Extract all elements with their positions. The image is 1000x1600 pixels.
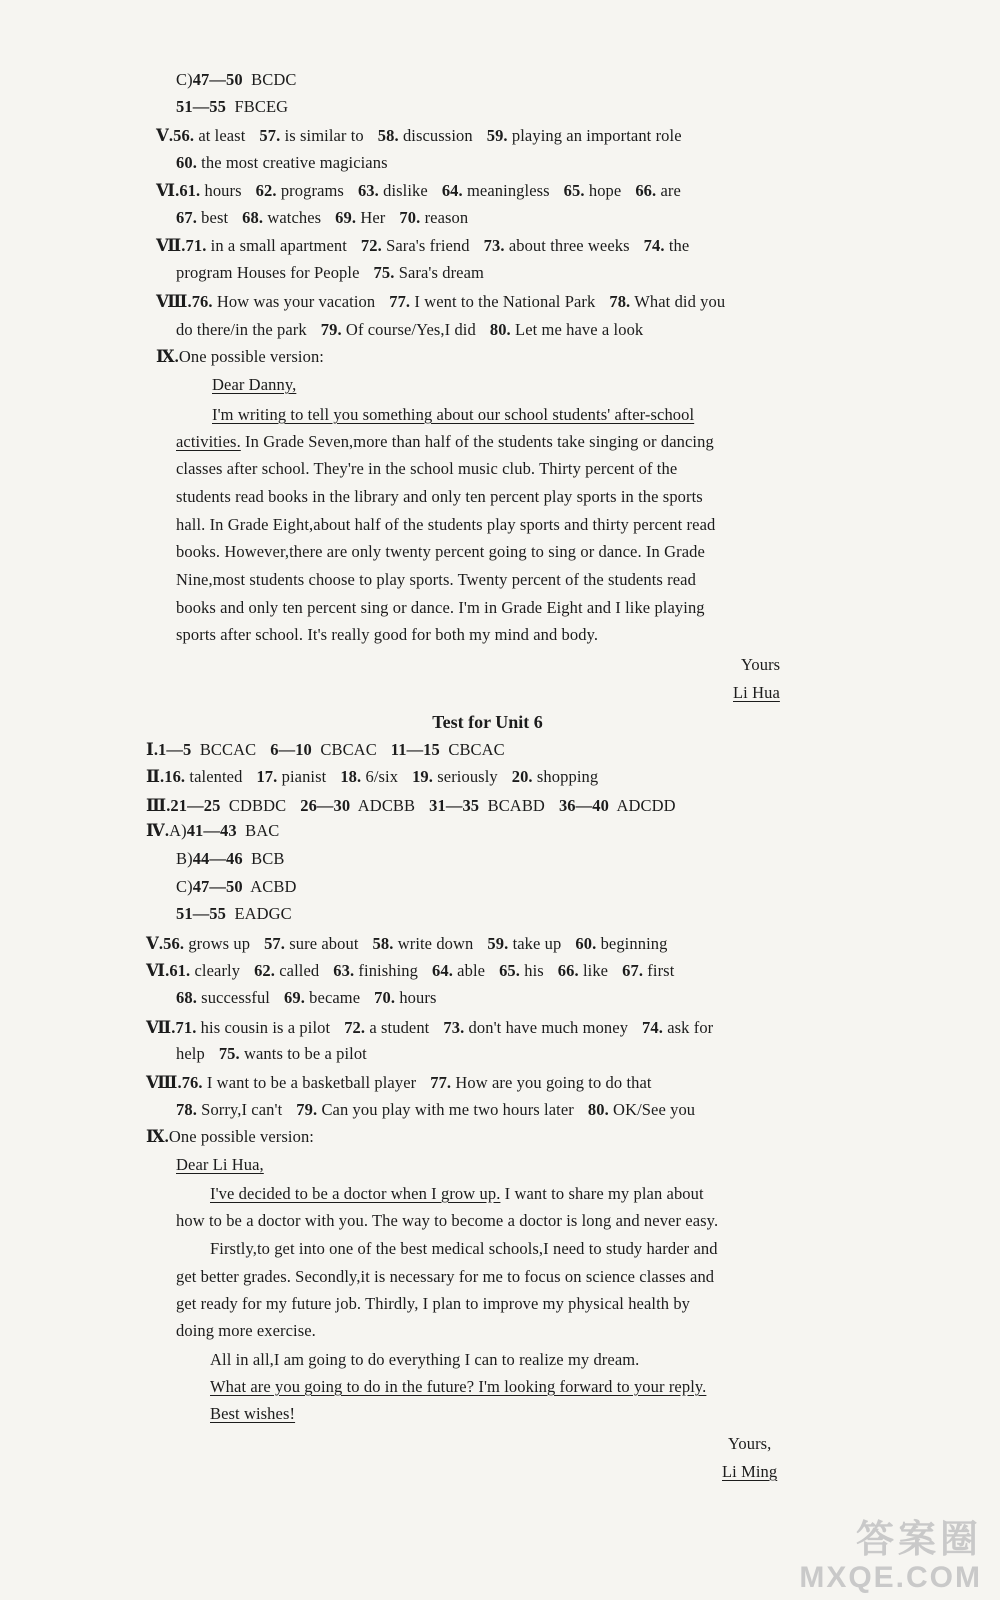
- answer-text: about three weeks: [508, 236, 630, 255]
- answer-text: CDBDC: [228, 796, 287, 815]
- letter-signature: Li Hua: [733, 683, 780, 702]
- answer-text: Sara's dream: [398, 263, 484, 282]
- item-number: 69.: [284, 988, 305, 1007]
- u6-letter-p2-line-4: doing more exercise.: [176, 1321, 316, 1340]
- section-vi-line-1: [156, 181, 681, 201]
- item-number: 19.: [412, 767, 434, 786]
- answer-text: watches: [267, 208, 322, 227]
- section-numeral: Ⅳ.: [146, 821, 170, 840]
- answer-text: Let me have a look: [515, 320, 644, 339]
- section-title: Test for Unit 6: [432, 712, 543, 732]
- answer-text: help: [176, 1044, 205, 1063]
- u6-letter-p2-line-2: get better grades. Secondly,it is necessary for me to focus on science classes and: [176, 1267, 715, 1286]
- letter-line-9: sports after school. It's really good for both my mind and body.: [176, 625, 599, 644]
- answer-text: ADCBB: [357, 796, 416, 815]
- u6-letter-p3: All in all,I am going to do everything I can to realize my dream.: [210, 1350, 640, 1369]
- item-number: 75.: [218, 1044, 240, 1063]
- item-number: 71.: [175, 1018, 197, 1037]
- item-number: 18.: [340, 767, 362, 786]
- answer-text: One possible version:: [178, 347, 324, 366]
- item-number: 51—55: [176, 97, 226, 116]
- letter-line-7: Nine,most students choose to play sports. Twenty percent of the students read: [176, 570, 696, 589]
- item-number: 36—40: [558, 796, 609, 815]
- u6-section-iv-c: [176, 877, 297, 897]
- section-numeral: Ⅷ.: [156, 292, 192, 311]
- u6-section-ix-intro: [146, 1127, 314, 1147]
- section-numeral: Ⅵ.: [156, 181, 180, 200]
- item-number: 65.: [499, 961, 520, 980]
- answer-text: the most creative magicians: [201, 153, 388, 172]
- item-number: 56.: [163, 934, 185, 953]
- letter-line-1: I'm writing to tell you something about our school students' after-school: [212, 405, 695, 424]
- section-numeral: Ⅷ.: [146, 1073, 182, 1092]
- letter-line-8: books and only ten percent sing or dance. I'm in Grade Eight and I like playing: [176, 598, 705, 617]
- item-number: 21—25: [170, 796, 221, 815]
- item-number: 73.: [443, 1018, 465, 1037]
- item-number: 63.: [357, 181, 379, 200]
- item-number: 79.: [296, 1100, 318, 1119]
- letter-line-2: [176, 432, 714, 452]
- answer-text: I went to the National Park: [414, 292, 596, 311]
- item-number: 60.: [575, 934, 597, 953]
- answer-text: able: [457, 961, 486, 980]
- item-number: 11—15: [390, 740, 440, 759]
- answer-text: pianist: [281, 767, 327, 786]
- section-numeral: Ⅴ.: [156, 126, 174, 145]
- answer-text: sure about: [289, 934, 359, 953]
- answer-text: I've decided to be a doctor when I grow up.: [210, 1184, 501, 1203]
- u6-letter-p2-line-1: Firstly,to get into one of the best medical schools,I need to study harder and: [210, 1239, 718, 1258]
- answer-text: How are you going to do that: [455, 1073, 652, 1092]
- section-viii-line-1: [156, 292, 725, 312]
- item-number: 70.: [374, 988, 396, 1007]
- section-vii-line-2: [176, 263, 484, 283]
- item-number: 77.: [389, 292, 411, 311]
- item-number: 58.: [372, 934, 394, 953]
- answer-text: ACBD: [250, 877, 297, 896]
- section-numeral: Ⅵ.: [146, 961, 170, 980]
- answer-text: became: [309, 988, 361, 1007]
- answer-text: dislike: [383, 181, 428, 200]
- item-number: 66.: [635, 181, 657, 200]
- item-number: 62.: [254, 961, 276, 980]
- item-number: 26—30: [300, 796, 351, 815]
- answer-text: meaningless: [467, 181, 550, 200]
- answer-text: Of course/Yes,I did: [345, 320, 476, 339]
- item-number: 47—50: [192, 877, 243, 896]
- section-numeral: Ⅲ.: [146, 796, 171, 815]
- watermark-logo: [799, 1518, 982, 1594]
- answer-text: take up: [512, 934, 562, 953]
- section-numeral: Ⅸ.: [156, 347, 179, 366]
- item-number: 1—5: [158, 740, 192, 759]
- item-number: 41—43: [186, 821, 237, 840]
- item-number: 67.: [176, 208, 197, 227]
- item-number: 57.: [264, 934, 286, 953]
- item-number: 76.: [191, 292, 213, 311]
- answer-text: B): [176, 849, 193, 868]
- section-vii-line-1: [156, 236, 689, 256]
- item-number: 64.: [441, 181, 463, 200]
- section-v-line-1: [156, 126, 682, 146]
- u6-section-vii-line-1: [146, 1018, 713, 1038]
- answer-text: BCB: [251, 849, 285, 868]
- answer-text: Sorry,I can't: [201, 1100, 283, 1119]
- answer-text: successful: [201, 988, 270, 1007]
- item-number: 69.: [335, 208, 357, 227]
- answer-text: like: [582, 961, 609, 980]
- item-number: 60.: [176, 153, 197, 172]
- answer-text: ADCDD: [616, 796, 676, 815]
- answer-text: FBCEG: [234, 97, 289, 116]
- section-numeral: Ⅶ.: [146, 1018, 176, 1037]
- item-number: 61.: [169, 961, 191, 980]
- letter-closing: Yours: [741, 655, 781, 674]
- answer-text: 6/six: [365, 767, 399, 786]
- answer-text: ask for: [667, 1018, 714, 1037]
- u6-letter-closing: Yours,: [728, 1434, 772, 1453]
- item-number: 71.: [185, 236, 207, 255]
- item-number: 67.: [622, 961, 644, 980]
- answer-text: first: [647, 961, 675, 980]
- u6-section-vi-line-2: [176, 988, 437, 1008]
- item-number: 72.: [344, 1018, 366, 1037]
- u6-section-i: [146, 740, 505, 760]
- section-numeral: Ⅴ.: [146, 934, 164, 953]
- section-vi-line-2: [176, 208, 468, 228]
- u6-letter-greeting: Dear Li Hua,: [176, 1155, 264, 1174]
- answer-text: hours: [399, 988, 437, 1007]
- answer-text: is similar to: [284, 126, 364, 145]
- answer-text: BCABD: [487, 796, 545, 815]
- answer-text: in a small apartment: [210, 236, 347, 255]
- answer-text: I want to be a basketball player: [206, 1073, 417, 1092]
- answer-text: are: [660, 181, 681, 200]
- answer-text: the: [668, 236, 690, 255]
- answer-text: finishing: [358, 961, 418, 980]
- letter-line-6: books. However,there are only twenty percent going to sing or dance. In Grade: [176, 542, 705, 561]
- answer-text: don't have much money: [468, 1018, 629, 1037]
- item-number: 56.: [173, 126, 195, 145]
- answer-text: CBCAC: [448, 740, 505, 759]
- item-number: 70.: [399, 208, 421, 227]
- item-number: 68.: [176, 988, 197, 1007]
- answer-text: hope: [588, 181, 622, 200]
- item-number: 73.: [483, 236, 505, 255]
- u6-section-vi-line-1: [146, 961, 674, 981]
- item-number: 17.: [256, 767, 278, 786]
- answer-text: A): [169, 821, 187, 840]
- answer-text: seriously: [437, 767, 498, 786]
- watermark-bottom: MXQE.COM: [799, 1561, 982, 1594]
- item-number: 44—46: [192, 849, 243, 868]
- u6-letter-signature: Li Ming: [722, 1462, 778, 1481]
- u6-section-ii: [146, 767, 598, 787]
- item-number: 68.: [242, 208, 264, 227]
- item-number: 78.: [609, 292, 631, 311]
- answer-text: beginning: [600, 934, 668, 953]
- letter-line-5: hall. In Grade Eight,about half of the students play sports and thirty percent read: [176, 515, 716, 534]
- item-number: 57.: [259, 126, 281, 145]
- answer-text: Her: [360, 208, 386, 227]
- item-number: 58.: [377, 126, 399, 145]
- item-number: 74.: [642, 1018, 663, 1037]
- answer-text: hours: [204, 181, 242, 200]
- answer-text: a student: [369, 1018, 430, 1037]
- letter-greeting: Dear Danny,: [212, 375, 297, 394]
- item-number: 64.: [432, 961, 453, 980]
- item-number: 20.: [511, 767, 533, 786]
- u6-letter-p1-line-2: how to be a doctor with you. The way to become a doctor is long and never easy.: [176, 1211, 719, 1230]
- section-numeral: Ⅸ.: [146, 1127, 169, 1146]
- section-viii-line-2: [176, 320, 643, 340]
- letter-line-4: students read books in the library and only ten percent play sports in the sports: [176, 487, 703, 506]
- item-number: 65.: [563, 181, 585, 200]
- answer-text: I want to share my plan about: [500, 1184, 704, 1203]
- u6-section-viii-line-1: [146, 1073, 652, 1093]
- u6-section-iv-a: [146, 821, 279, 841]
- u6-letter-p1-line-1: [210, 1184, 704, 1204]
- u6-letter-question: What are you going to do in the future? I'm looking forward to your reply.: [210, 1377, 707, 1396]
- letter-line-3: classes after school. They're in the school music club. Thirty percent of the: [176, 459, 678, 478]
- u6-section-iv-d: [176, 904, 292, 924]
- answer-text: What did you: [634, 292, 726, 311]
- item-number: 59.: [486, 126, 508, 145]
- u6-letter-wishes: Best wishes!: [210, 1404, 296, 1423]
- answer-text: discussion: [402, 126, 473, 145]
- answer-text: One possible version:: [168, 1127, 314, 1146]
- answer-text: reason: [424, 208, 469, 227]
- answer-text: called: [279, 961, 320, 980]
- item-number: 31—35: [429, 796, 480, 815]
- section-v-line-2: [176, 153, 388, 173]
- answer-text: his cousin is a pilot: [200, 1018, 331, 1037]
- answer-text: at least: [198, 126, 246, 145]
- u6-section-iii: [146, 796, 676, 816]
- answer-text: C): [176, 70, 193, 89]
- section-numeral: Ⅰ.: [146, 740, 159, 759]
- answer-text: CBCAC: [320, 740, 377, 759]
- item-number: 72.: [360, 236, 382, 255]
- section-numeral: Ⅶ.: [156, 236, 186, 255]
- answer-text: How was your vacation: [216, 292, 376, 311]
- answer-text: Sara's friend: [386, 236, 470, 255]
- u6-letter-p2-line-3: get ready for my future job. Thirdly, I plan to improve my physical health by: [176, 1294, 691, 1313]
- answer-text: OK/See you: [613, 1100, 696, 1119]
- item-number: 79.: [320, 320, 342, 339]
- answer-text: shopping: [536, 767, 599, 786]
- answer-text: Can you play with me two hours later: [321, 1100, 574, 1119]
- answer-text: BCCAC: [199, 740, 257, 759]
- item-number: 66.: [557, 961, 579, 980]
- item-number: 62.: [255, 181, 277, 200]
- answer-text: activities.: [176, 432, 241, 451]
- answer-text: his: [524, 961, 544, 980]
- item-number: 16.: [164, 767, 186, 786]
- answer-text: EADGC: [234, 904, 292, 923]
- item-number: 77.: [430, 1073, 452, 1092]
- item-number: 80.: [489, 320, 511, 339]
- answer-row-d: [176, 97, 288, 117]
- item-number: 61.: [179, 181, 201, 200]
- answer-text: write down: [397, 934, 474, 953]
- answer-text: programs: [280, 181, 344, 200]
- answer-text: grows up: [188, 934, 251, 953]
- item-number: 80.: [587, 1100, 609, 1119]
- item-number: 47—50: [192, 70, 243, 89]
- answer-text: BCDC: [251, 70, 297, 89]
- item-number: 63.: [333, 961, 355, 980]
- answer-text: In Grade Seven,more than half of the students take singing or dancing: [240, 432, 714, 451]
- item-number: 76.: [181, 1073, 203, 1092]
- section-ix-intro: [156, 347, 324, 367]
- answer-text: clearly: [194, 961, 241, 980]
- u6-section-viii-line-2: [176, 1100, 695, 1120]
- answer-row-c: [176, 70, 297, 90]
- watermark-top: 答案圈: [855, 1519, 982, 1561]
- answer-text: program Houses for People: [176, 263, 360, 282]
- answer-text: wants to be a pilot: [243, 1044, 367, 1063]
- item-number: 6—10: [270, 740, 312, 759]
- answer-text: do there/in the park: [176, 320, 307, 339]
- answer-text: playing an important role: [511, 126, 682, 145]
- answer-text: talented: [189, 767, 243, 786]
- item-number: 59.: [487, 934, 509, 953]
- item-number: 75.: [373, 263, 395, 282]
- section-numeral: Ⅱ.: [146, 767, 165, 786]
- item-number: 78.: [176, 1100, 197, 1119]
- answer-text: BAC: [245, 821, 280, 840]
- u6-section-v: [146, 934, 667, 954]
- item-number: 74.: [643, 236, 665, 255]
- answer-text: best: [201, 208, 229, 227]
- u6-section-iv-b: [176, 849, 284, 869]
- answer-text: C): [176, 877, 193, 896]
- u6-section-vii-line-2: [176, 1044, 367, 1064]
- item-number: 51—55: [176, 904, 226, 923]
